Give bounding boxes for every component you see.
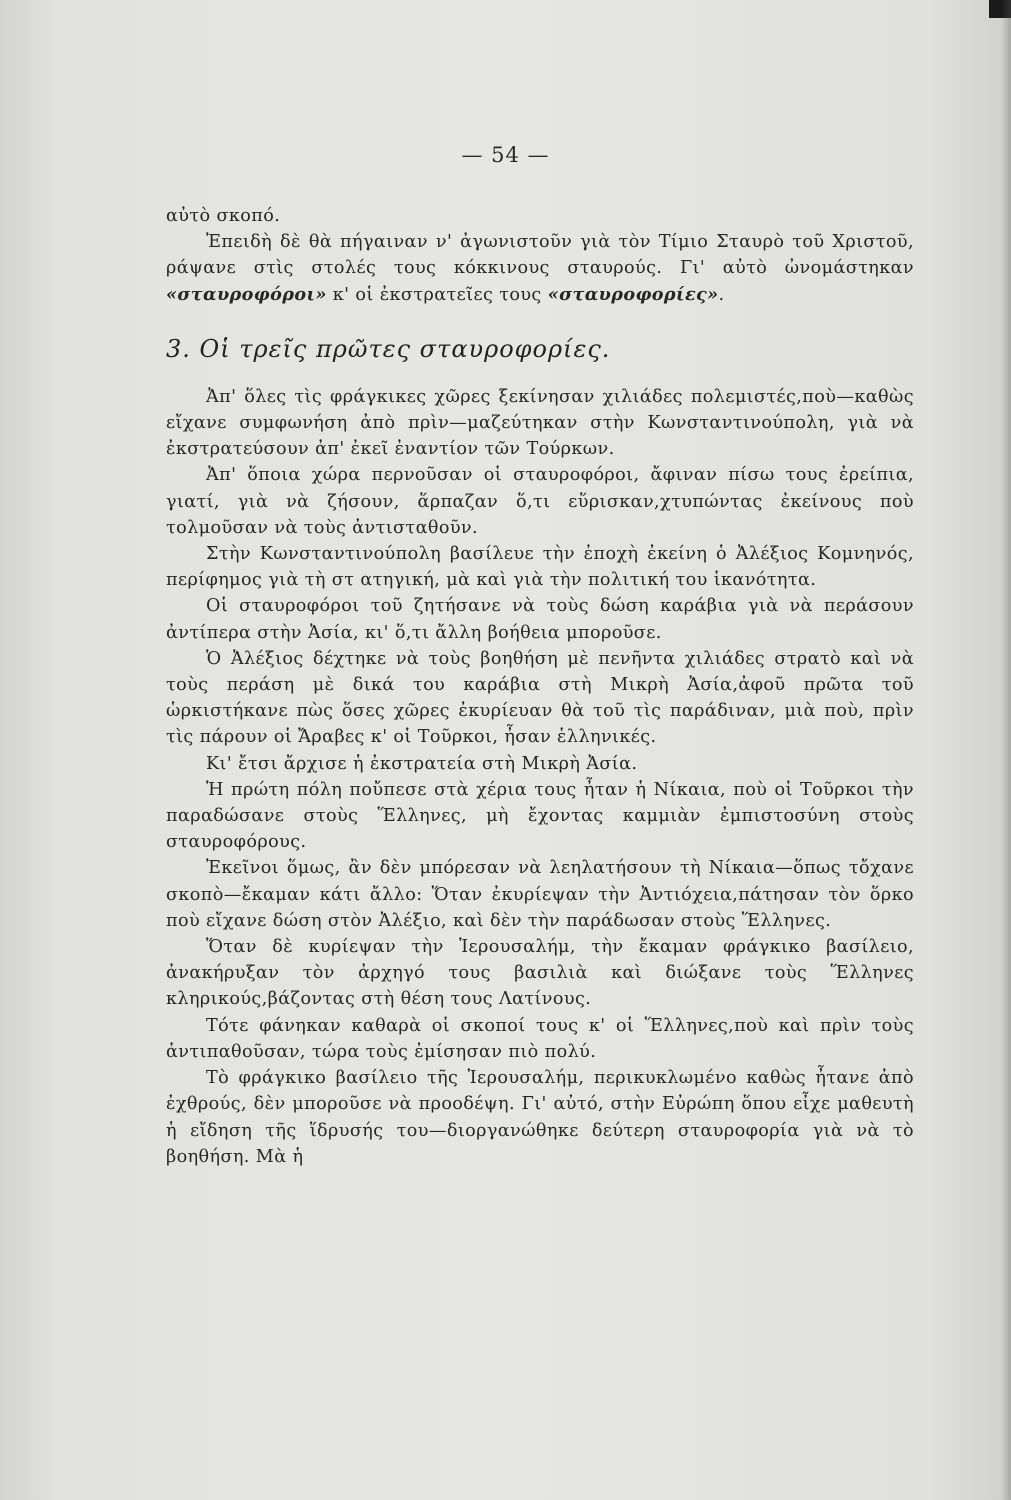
term-stavrofories: «σταυροφορίες» (547, 283, 719, 305)
paragraph-continuation: αὐτὸ σκοπό. (166, 206, 281, 226)
paragraph: Κι' ἔτσι ἄρχισε ἡ ἐκστρατεία στὴ Μικρὴ Ἀσία. (206, 753, 638, 774)
paragraph: Ἀπ' ὅλες τὶς φράγκικες χῶρες ξεκίνησαν χιλιάδες πολεμιστές,ποὺ—καθὼς εἴχανε συμφωνήση ἀπὸ πρὶν—μαζεύτηκαν στὴν Κωνσταντινούπολη, γιὰ νὰ ἐκστρατεύσουν ἀπ' ἐκεῖ ἐναντίον τῶν Τούρκων. (166, 386, 914, 460)
paragraph: Ὅταν δὲ κυρίεψαν τὴν Ἱερουσαλήμ, τὴν ἔκαμαν φράγκικο βασίλειο, ἀνακήρυξαν τὸν ἀρχηγό τους βασιλιὰ καὶ διώξανε τοὺς Ἕλληνες κληρικούς,βάζοντας στὴ θέση τους Λατίνους. (166, 937, 914, 1010)
paragraph: Ἐκεῖνοι ὅμως, ἂν δὲν μπόρεσαν νὰ λεηλατήσουν τὴ Νίκαια—ὅπως τὄχανε σκοπὸ—ἔκαμαν κάτι ἄλλο: Ὅταν ἐκυρίεψαν τὴν Ἀντιόχεια,πάτησαν τὸν ὅρκο ποὺ εἴχανε δώση στὸν Ἀλέξιο, καὶ δὲν τὴν παράδωσαν στοὺς Ἕλληνες. (166, 858, 914, 931)
paragraph: Τὸ φράγκικο βασίλειο τῆς Ἱερουσαλήμ, περικυκλωμένο καθὼς ἦτανε ἀπὸ ἐχθρούς, δὲν μποροῦσε νὰ προοδέψη. Γι' αὐτό, στὴν Εὐρώπη ὅπου εἶχε μαθευτὴ ἡ εἴδηση τῆς ἵδρυσής του—διοργανώθηκε δεύτερη σταυροφορία γιὰ νὰ τὸ βοηθήση. Μὰ ἡ (166, 1068, 914, 1167)
paragraph: Οἱ σταυροφόροι τοῦ ζητήσανε νὰ τοὺς δώση καράβια γιὰ νὰ περάσουν ἀντίπερα στὴν Ἀσία, κι' ὅ,τι ἄλλη βοήθεια μποροῦσε. (166, 596, 914, 643)
section-heading: 3. Οἱ τρεῖς πρῶτες σταυροφορίες. (166, 334, 611, 363)
paragraph: Στὴν Κωνσταντινούπολη βασίλευε τὴν ἐποχὴ ἐκείνη ὁ Ἀλέξιος Κομνηνός, περίφημος γιὰ τὴ στ ατηγική, μὰ καὶ γιὰ τὴν πολιτική του ἱκανότητα. (166, 544, 914, 591)
page-number: — 54 — (461, 143, 550, 167)
paragraph-text: κ' οἱ ἐκστρατεῖες τους (326, 284, 548, 305)
paragraph: Ἡ πρώτη πόλη ποὔπεσε στὰ χέρια τους ἦταν ἡ Νίκαια, ποὺ οἱ Τοῦρκοι τὴν παραδώσανε στοὺς Ἕλληνες, μὴ ἔχοντας καμμιὰν ἐμπιστοσύνη στοὺς σταυροφόρους. (166, 779, 914, 853)
paragraph: Τότε φάνηκαν καθαρὰ οἱ σκοποί τους κ' οἱ Ἕλληνες,ποὺ καὶ πρὶν τοὺς ἀντιπαθοῦσαν, τώρα τοὺς ἐμίσησαν πιὸ πολύ. (166, 1015, 914, 1062)
paragraph-text: . (718, 284, 725, 305)
paragraph: Ὁ Ἀλέξιος δέχτηκε νὰ τοὺς βοηθήση μὲ πενῆντα χιλιάδες στρατὸ καὶ νὰ τοὺς περάση μὲ δικά του καράβια στὴ Μικρὴ Ἀσία,ἀφοῦ πρῶτα τοῦ ὡρκιστήκανε πὼς ὅσες χῶρες ἐκυρίευαν θὰ τοῦ τὶς παράδιναν, μιὰ ποὺ, πρὶν τὶς πάρουν οἱ Ἄραβες κ' οἱ Τοῦρκοι, ἦσαν ἑλληνικές. (166, 648, 914, 748)
term-stavroforoi: «σταυροφόροι» (166, 283, 327, 305)
paragraph-crusader-name (166, 229, 914, 308)
body-text (166, 203, 914, 1170)
page-fold-shadow (1001, 0, 1011, 1500)
paragraph: Ἀπ' ὅποια χώρα περνοῦσαν οἱ σταυροφόροι, ἄφιναν πίσω τους ἐρείπια, γιατί, γιὰ νὰ ζήσουν, ἅρπαζαν ὅ,τι εὕρισκαν,χτυπώντας ἐκείνους ποὺ τολμοῦσαν νὰ τοὺς ἀντισταθοῦν. (166, 465, 914, 538)
paragraph-text: Ἐπειδὴ δὲ θὰ πήγαιναν ν' ἀγωνιστοῦν γιὰ τὸν Τίμιο Σταυρὸ τοῦ Χριστοῦ, ράψανε στὶς στολές τους κόκκινους σταυρούς. Γι' αὐτὸ ὠνομάστηκαν (166, 232, 914, 279)
